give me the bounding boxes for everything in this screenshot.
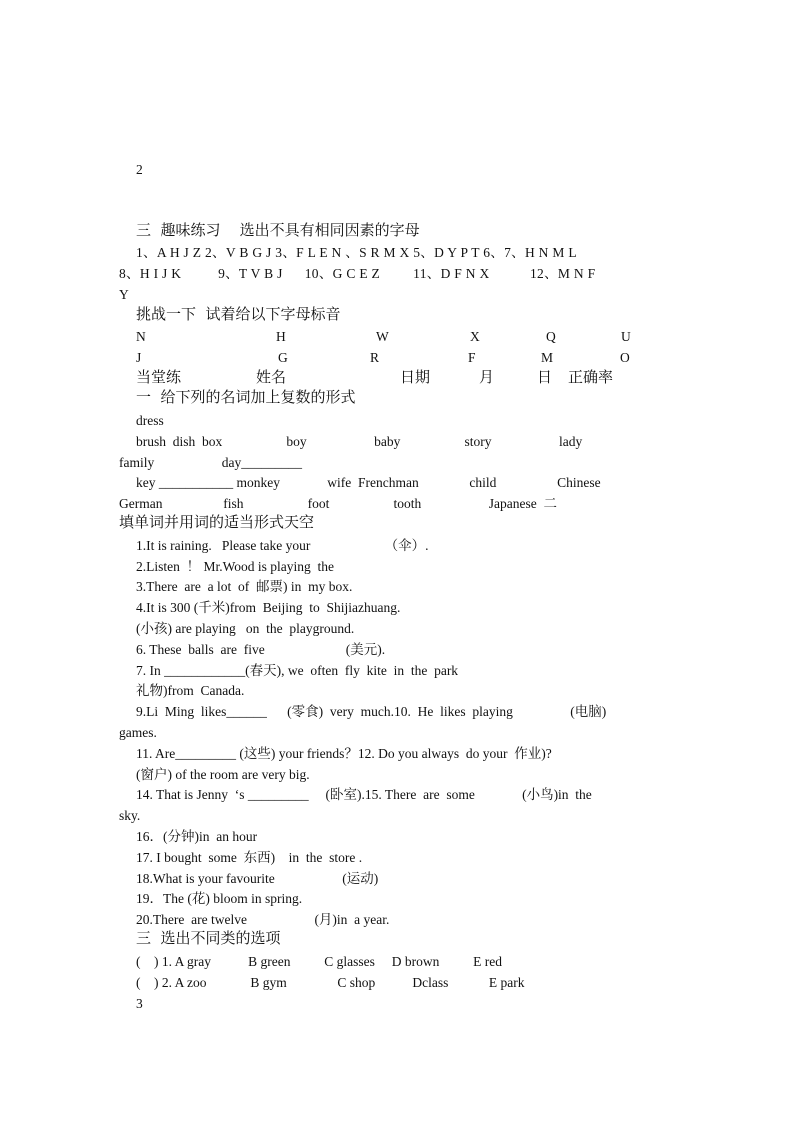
name-label: 姓名 xyxy=(256,368,287,386)
letter-F: F xyxy=(468,350,476,365)
odd-one-out-heading: 三 选出不同类的选项 xyxy=(136,929,281,947)
fill-item-13: (窗户) of the room are very big. xyxy=(136,767,310,782)
fill-item-6: 6. These balls are five (美元). xyxy=(136,642,386,657)
plural-line-2: brush dish box boy baby story lady xyxy=(136,434,583,449)
fill-item-18: 18.What is your favourite (运动) xyxy=(136,871,379,886)
letter-W: W xyxy=(376,329,389,344)
fill-item-17: 17. I bought some 东西) in the store . xyxy=(136,850,363,865)
letter-Q: Q xyxy=(546,329,556,344)
fill-item-11-12: 11. Are_________ (这些) your friends？12. Do you always do your 作业)? xyxy=(136,746,552,761)
accuracy-label: 正确率 xyxy=(568,368,614,386)
fill-item-14-15: 14. That is Jenny ‘s _________ (卧室).15. There are some (小鸟)in the xyxy=(136,787,592,802)
fill-heading: 填单词并用词的适当形式天空 xyxy=(119,513,315,531)
fill-item-5: (小孩) are playing on the playground. xyxy=(136,621,355,636)
letter-O: O xyxy=(620,350,630,365)
fill-item-4: 4.It is 300 (千米)from Beijing to Shijiazhuang. xyxy=(136,600,401,615)
month-label: 月 xyxy=(479,368,495,386)
plural-line-4: key ___________ monkey wife Frenchman child Chinese xyxy=(136,475,601,490)
challenge-heading: 挑战一下 试着给以下字母标音 xyxy=(136,305,341,323)
practice-label: 当堂练 xyxy=(136,368,182,386)
letter-G: G xyxy=(278,350,288,365)
letter-M: M xyxy=(541,350,554,365)
fill-item-15-cont: sky. xyxy=(119,808,141,823)
fun-exercise-heading: 三 趣味练习 选出不具有相同因素的字母 xyxy=(136,221,420,239)
plural-heading: 一 给下列的名词加上复数的形式 xyxy=(136,388,356,406)
fill-item-20: 20.There are twelve (月)in a year. xyxy=(136,912,390,927)
letter-J: J xyxy=(136,350,142,365)
odd-question-1: ( ) 1. A gray B green C glasses D brown E red xyxy=(136,954,502,969)
fill-item-3: 3.There are a lot of 邮票) in my box. xyxy=(136,579,353,594)
letter-R: R xyxy=(370,350,380,365)
fill-item-10-cont: games. xyxy=(119,725,157,740)
letter-U: U xyxy=(621,329,631,344)
fill-item-19: 19．The (花) bloom in spring. xyxy=(136,891,303,906)
odd-question-2: ( ) 2. A zoo B gym C shop Dclass E park xyxy=(136,975,525,990)
fill-item-16: 16．(分钟)in an hour xyxy=(136,829,258,844)
fill-item-1: 1.It is raining. Please take your （伞）. xyxy=(136,538,429,553)
plural-line-3: family day_________ xyxy=(119,455,302,470)
fill-item-8: 礼物)from Canada. xyxy=(136,683,245,698)
plural-line-1: dress xyxy=(136,413,164,428)
day-label: 日 xyxy=(537,368,553,386)
letter-H: H xyxy=(276,329,286,344)
letter-N: N xyxy=(136,329,146,344)
date-label: 日期 xyxy=(400,368,431,386)
fill-item-9-10: 9.Li Ming likes______ (零食) very much.10. He likes playing (电脑) xyxy=(136,704,607,719)
fill-item-2: 2.Listen ！ Mr.Wood is playing the xyxy=(136,559,335,574)
page-number-top: 2 xyxy=(136,162,143,177)
page-number-bottom: 3 xyxy=(136,996,143,1011)
fun-row-2: 8、H I J K 9、T V B J 10、G C E Z 11、D F N X 12、M N F xyxy=(119,266,596,281)
plural-line-5: German fish foot tooth Japanese 二 xyxy=(119,496,557,511)
fun-row-1: 1、A H J Z 2、V B G J 3、F L E N 、S R M X 5、D Y P T 6、7、H N M L xyxy=(136,245,577,260)
fill-item-7: 7. In ____________(春天), we often fly kite in the park xyxy=(136,663,459,678)
letter-X: X xyxy=(470,329,480,344)
fun-row-3: Y xyxy=(119,287,129,302)
